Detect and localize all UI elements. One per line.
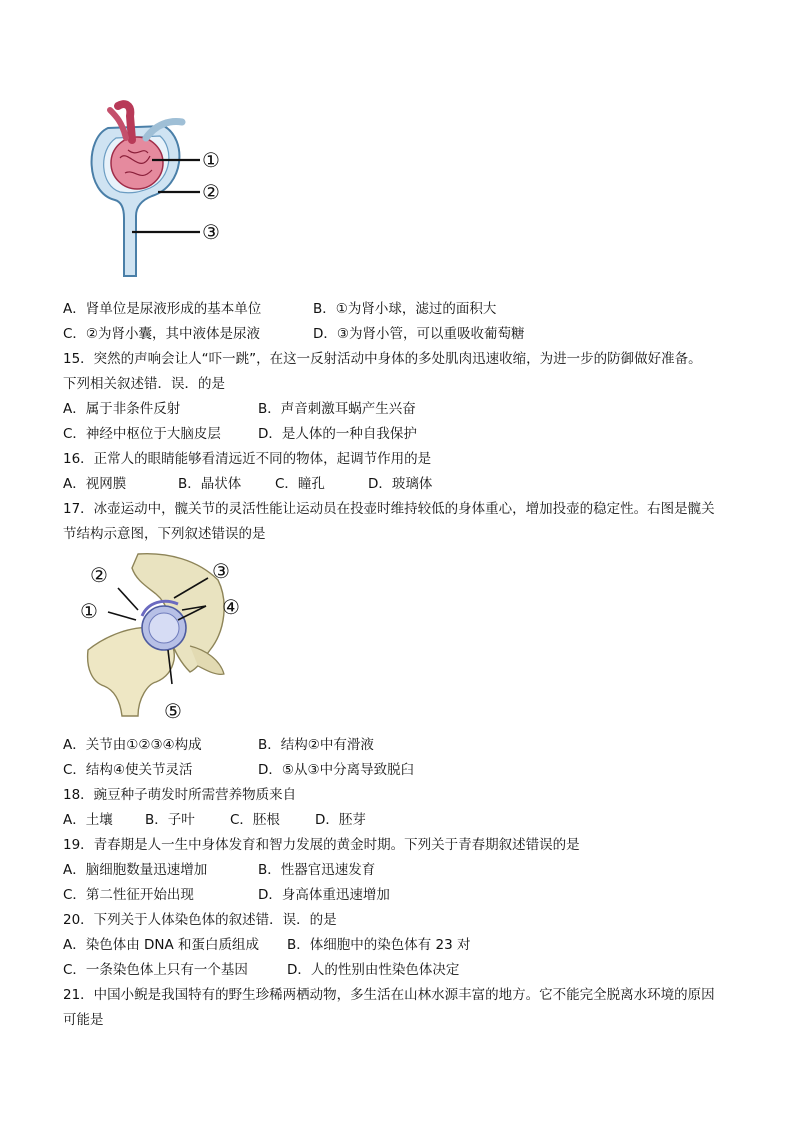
glomerulus: [111, 137, 163, 189]
q16-stem: 16．正常人的眼睛能够看清远近不同的物体，起调节作用的是: [63, 451, 432, 467]
q15-option-a[interactable]: A．属于非条件反射: [63, 401, 181, 417]
hip-joint-figure: [78, 550, 250, 722]
q20-option-c[interactable]: C．一条染色体上只有一个基因: [63, 962, 248, 978]
hip-label-1: ①: [80, 599, 98, 623]
q17-option-d[interactable]: D．⑤从③中分离导致脱臼: [258, 762, 415, 778]
q20-option-b[interactable]: B．体细胞中的染色体有 23 对: [287, 937, 471, 953]
q19-stem: 19．青春期是人一生中身体发育和智力发展的黄金时期。下列关于青春期叙述错误的是: [63, 837, 580, 853]
q21-stem-line2: 可能是: [63, 1012, 104, 1028]
q19-option-a[interactable]: A．脑细胞数量迅速增加: [63, 862, 208, 878]
q17-option-c[interactable]: C．结构④使关节灵活: [63, 762, 193, 778]
q15-option-c[interactable]: C．神经中枢位于大脑皮层: [63, 426, 221, 442]
q20-stem: 20．下列关于人体染色体的叙述错．误．的是: [63, 912, 337, 928]
q18-option-d[interactable]: D．胚芽: [315, 812, 366, 828]
q14-option-a[interactable]: A．肾单位是尿液形成的基本单位: [63, 301, 262, 317]
q20-option-a[interactable]: A．染色体由 DNA 和蛋白质组成: [63, 937, 260, 953]
q20-option-d[interactable]: D．人的性别由性染色体决定: [287, 962, 460, 978]
nephron-label-3: ③: [202, 220, 220, 244]
q14-option-b[interactable]: B．①为肾小球，滤过的面积大: [313, 301, 497, 317]
q17-stem-line1: 17．冰壶运动中，髋关节的灵活性能让运动员在投壶时维持较低的身体重心，增加投壶的稳定性。右图是髋关: [63, 501, 715, 517]
q16-option-c[interactable]: C．瞳孔: [275, 476, 325, 492]
q19-option-b[interactable]: B．性器官迅速发育: [258, 862, 376, 878]
hip-label-3: ③: [212, 559, 230, 583]
q15-option-b[interactable]: B．声音刺激耳蜗产生兴奋: [258, 401, 416, 417]
q19-option-d[interactable]: D．身高体重迅速增加: [258, 887, 390, 903]
q21-stem-line1: 21．中国小鲵是我国特有的野生珍稀两栖动物，多生活在山林水源丰富的地方。它不能完全脱离水环境的原因: [63, 987, 715, 1003]
q16-option-b[interactable]: B．晶状体: [178, 476, 242, 492]
nephron-label-1: ①: [202, 148, 220, 172]
nephron-figure: [80, 98, 240, 280]
q17-option-a[interactable]: A．关节由①②③④构成: [63, 737, 202, 753]
q17-option-b[interactable]: B．结构②中有滑液: [258, 737, 374, 753]
q16-option-d[interactable]: D．玻璃体: [368, 476, 433, 492]
q15-option-d[interactable]: D．是人体的一种自我保护: [258, 426, 417, 442]
q17-stem-line2: 节结构示意图，下列叙述错误的是: [63, 526, 266, 542]
q18-option-a[interactable]: A．土壤: [63, 812, 113, 828]
q18-stem: 18．豌豆种子萌发时所需营养物质来自: [63, 787, 297, 803]
q18-option-b[interactable]: B．子叶: [145, 812, 195, 828]
hip-label-2: ②: [90, 563, 108, 587]
hip-label-4: ④: [222, 595, 240, 619]
q15-stem-line1: 15．突然的声响会让人“吓一跳”，在这一反射活动中身体的多处肌肉迅速收缩，为进一步的防御做好准备。: [63, 351, 702, 367]
hip-label-5: ⑤: [164, 699, 182, 722]
q18-option-c[interactable]: C．胚根: [230, 812, 280, 828]
q16-option-a[interactable]: A．视网膜: [63, 476, 127, 492]
q19-option-c[interactable]: C．第二性征开始出现: [63, 887, 194, 903]
q14-option-d[interactable]: D．③为肾小管，可以重吸收葡萄糖: [313, 326, 525, 342]
nephron-label-2: ②: [202, 180, 220, 204]
q15-stem-line2: 下列相关叙述错．误．的是: [63, 376, 225, 392]
q14-option-c[interactable]: C．②为肾小囊，其中液体是尿液: [63, 326, 261, 342]
